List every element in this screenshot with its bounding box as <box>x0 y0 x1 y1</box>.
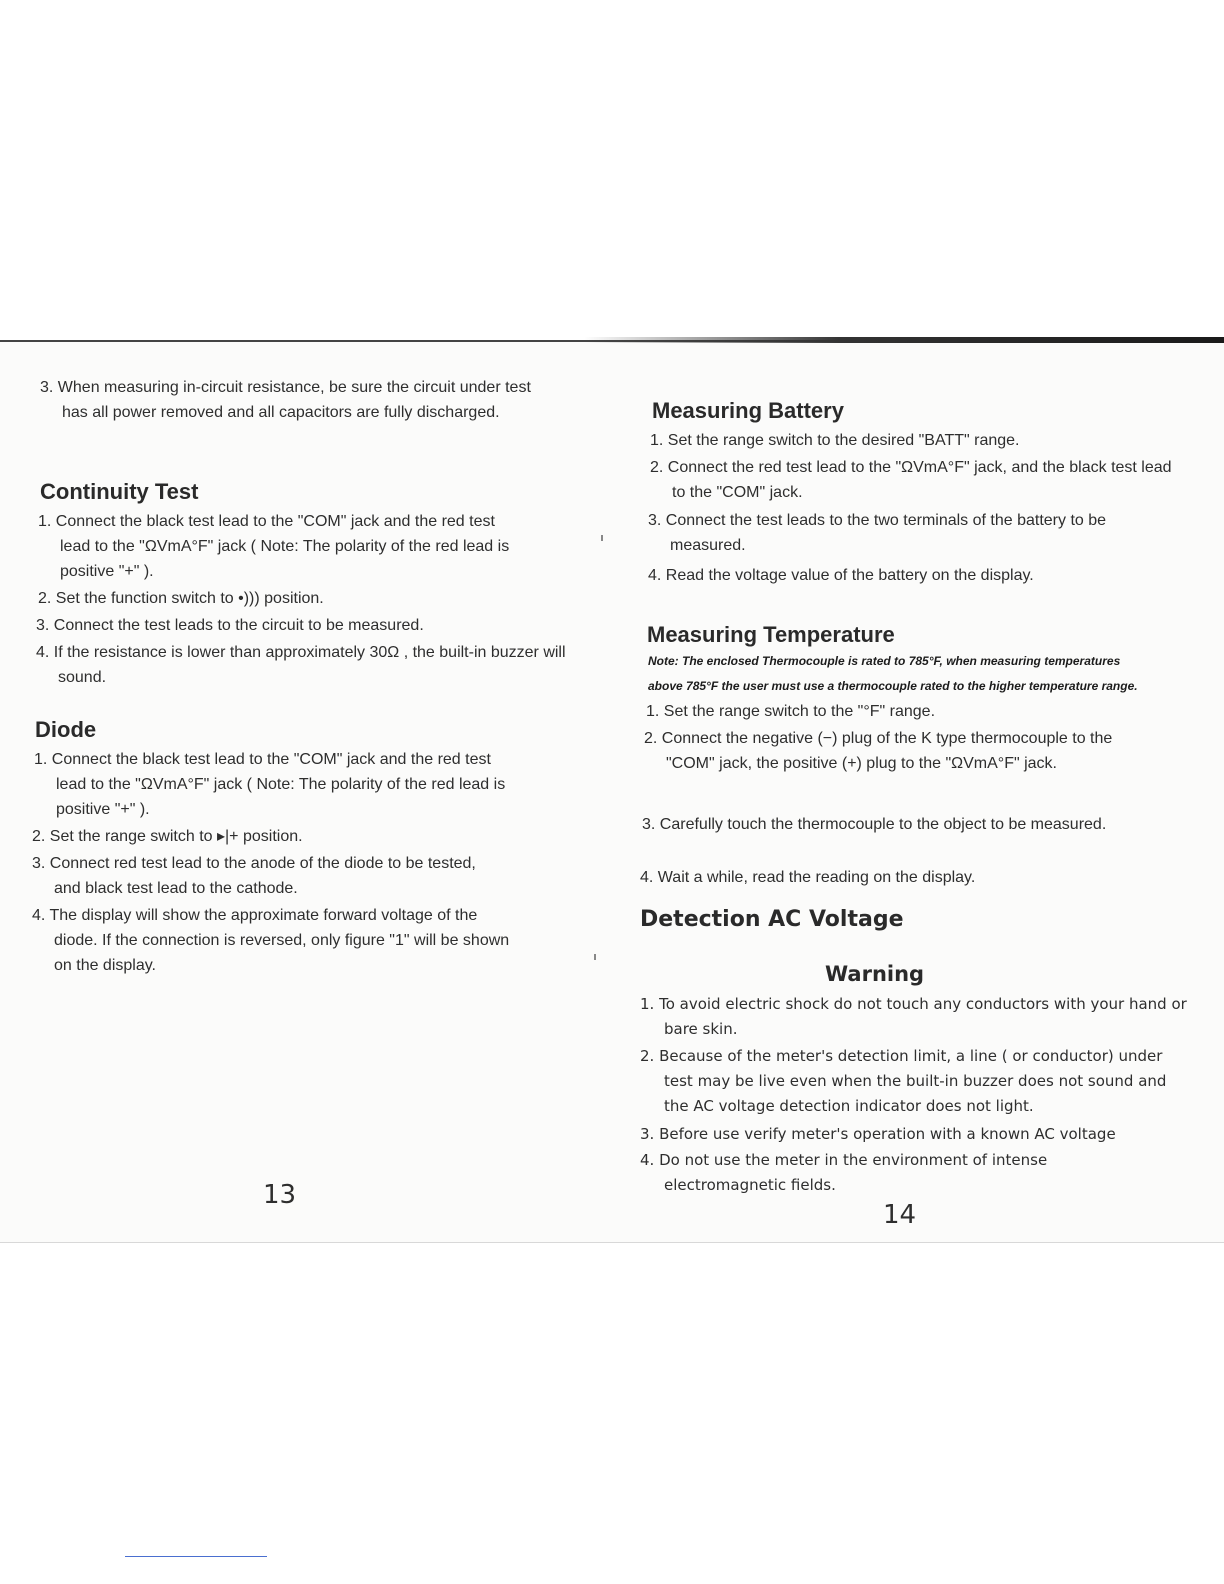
temperature-step-1: 1. Set the range switch to the "°F" range. <box>646 703 936 720</box>
scan-edge-shadow <box>584 337 1224 343</box>
detection-ac-voltage-heading: Detection AC Voltage <box>640 907 904 932</box>
diode-heading: Diode <box>35 717 97 742</box>
warning-item-1: 1. To avoid electric shock do not touch any conductors with your hand or bare skin. <box>640 995 1187 1038</box>
diode-step-4: 4. The display will show the approximate forward voltage of the diode. If the connection is reversed, only figure "1" will be shown on the display. <box>32 907 510 974</box>
battery-step-3: 3. Connect the test leads to the two terminals of the battery to be measured. <box>648 512 1107 554</box>
diode-step-2: 2. Set the range switch to ▸|+ position. <box>32 828 303 845</box>
measuring-battery-heading: Measuring Battery <box>652 398 844 423</box>
intro-list-item: 3. When measuring in-circuit resistance, be sure the circuit under test has all power removed and all capacitors are fully discharged. <box>40 379 531 421</box>
footer-rule <box>125 1556 267 1557</box>
diode-step-1: 1. Connect the black test lead to the "COM" jack and the red test lead to the "ΩVmA°F" jack ( Note: The polarity of the red lead is positive "+" ). <box>34 751 506 818</box>
manual-spread <box>0 340 1224 1243</box>
temperature-step-2: 2. Connect the negative (−) plug of the K type thermocouple to the "COM" jack, the positive (+) plug to the "ΩVmA°F" jack. <box>644 730 1113 772</box>
continuity-step-1: 1. Connect the black test lead to the "COM" jack and the red test lead to the "ΩVmA°F" jack ( Note: The polarity of the red lead is positive "+" ). <box>38 513 510 580</box>
diode-step-3: 3. Connect red test lead to the anode of the diode to be tested, and black test lead to the cathode. <box>32 855 476 897</box>
continuity-test-heading: Continuity Test <box>40 479 199 504</box>
temperature-step-4: 4. Wait a while, read the reading on the display. <box>640 869 976 886</box>
thermocouple-note-line-2: above 785°F the user must use a thermocouple rated to the higher temperature range. <box>648 679 1138 693</box>
warning-item-4: 4. Do not use the meter in the environment of intense electromagnetic fields. <box>640 1151 1048 1194</box>
scan-speck <box>601 535 603 541</box>
battery-step-2: 2. Connect the red test lead to the "ΩVmA°F" jack, and the black test lead to the "COM" jack. <box>650 459 1172 501</box>
continuity-step-2: 2. Set the function switch to •))) position. <box>38 590 324 607</box>
battery-step-4: 4. Read the voltage value of the battery on the display. <box>648 567 1034 584</box>
thermocouple-note-line-1: Note: The enclosed Thermocouple is rated to 785°F, when measuring temperatures <box>648 654 1121 668</box>
page-number-13: 13 <box>263 1180 297 1210</box>
continuity-step-4: 4. If the resistance is lower than approximately 30Ω , the built-in buzzer will sound. <box>36 644 566 686</box>
page-number-14: 14 <box>883 1200 917 1230</box>
temperature-step-3: 3. Carefully touch the thermocouple to the object to be measured. <box>642 816 1107 833</box>
battery-step-1: 1. Set the range switch to the desired "BATT" range. <box>650 432 1020 449</box>
warning-item-2: 2. Because of the meter's detection limit, a line ( or conductor) under test may be live even when the built-in buzzer does not sound and the AC voltage detection indicator does not light. <box>640 1047 1167 1115</box>
warning-item-3: 3. Before use verify meter's operation with a known AC voltage <box>640 1125 1116 1143</box>
measuring-temperature-heading: Measuring Temperature <box>647 622 895 647</box>
continuity-step-3: 3. Connect the test leads to the circuit to be measured. <box>36 617 424 634</box>
scan-speck <box>594 954 596 960</box>
warning-heading: Warning <box>825 962 925 986</box>
